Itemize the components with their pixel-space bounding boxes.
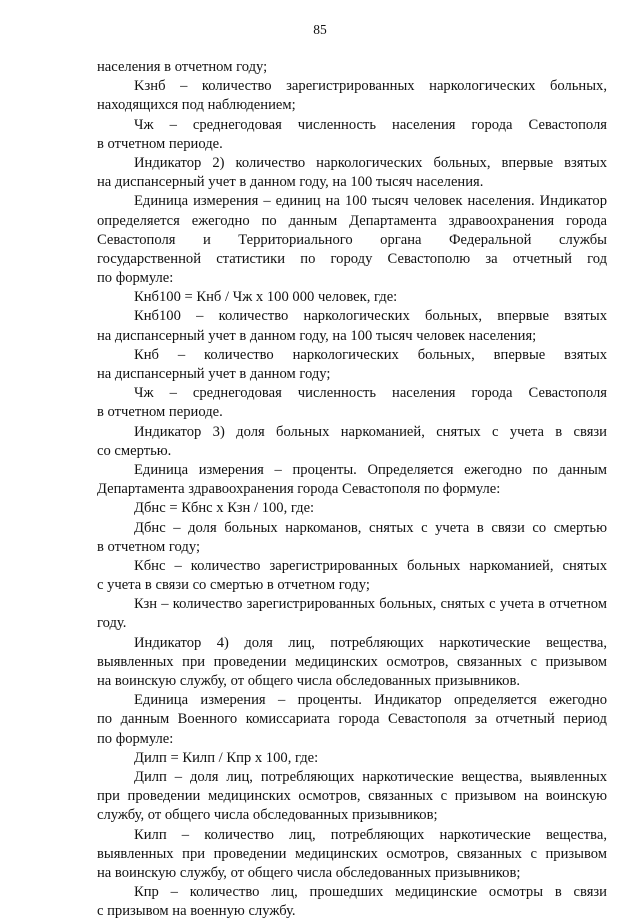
text-line: Кбнс – количество зарегистрированных больных наркоманией, снятых: [134, 557, 607, 574]
text-line: Кнб100 – количество наркологических больных, впервые взятых: [134, 308, 607, 325]
text-line: государственной статистики по городу Севастополю за отчетный год: [97, 250, 607, 267]
text-line: по формуле:: [97, 270, 174, 287]
text-line: Кзн – количество зарегистрированных больных, снятых с учета в отчетном: [134, 596, 607, 613]
text-line: Индикатор 4) доля лиц, потребляющих наркотические вещества,: [134, 634, 607, 651]
text-line: находящихся под наблюдением;: [97, 97, 296, 114]
text-line: при проведении медицинских осмотров, связанных с призывом на воинскую: [97, 788, 607, 805]
document-body: [97, 58, 607, 921]
text-line: населения в отчетном году;: [97, 59, 268, 75]
text-line: с призывом на военную службу.: [97, 903, 296, 920]
text-line: выявленных при проведении медицинских осмотров, связанных с призывом: [97, 653, 607, 670]
text-line: в отчетном периоде.: [97, 135, 223, 152]
text-line: в отчетном году;: [97, 538, 201, 555]
text-line: Департамента здравоохранения города Севастополя по формуле:: [97, 481, 501, 498]
text-line: выявленных при проведении медицинских осмотров, связанных с призывом: [97, 845, 607, 862]
text-line: году.: [97, 615, 127, 632]
text-line: Кнб – количество наркологических больных, впервые взятых: [134, 346, 607, 363]
text-line: на диспансерный учет в данном году;: [97, 366, 331, 382]
text-line: Дбнс – доля больных наркоманов, снятых с учета в связи со смертью: [134, 519, 607, 536]
text-line: Единица измерения – проценты. Определяется ежегодно по данным: [134, 461, 607, 478]
text-line: Кпр – количество лиц, прошедших медицинские осмотры в связи: [134, 884, 607, 901]
text-line: Кнб100 = Кнб / Чж х 100 000 человек, где:: [134, 289, 398, 306]
text-line: Единица измерения – проценты. Индикатор определяется ежегодно: [134, 692, 607, 709]
text-line: Индикатор 3) доля больных наркоманией, снятых с учета в связи: [134, 423, 607, 440]
text-line: на диспансерный учет в данном году, на 100 тысяч населения.: [97, 174, 484, 191]
text-line: Дилп = Килп / Кпр х 100, где:: [134, 749, 319, 766]
text-line: на воинскую службу, от общего числа обследованных призывников;: [97, 864, 521, 881]
text-line: службу, от общего числа обследованных призывников;: [97, 807, 438, 824]
text-line: определяется ежегодно по данным Департамента здравоохранения города: [97, 212, 607, 229]
text-line: Чж – среднегодовая численность населения города Севастополя: [134, 385, 607, 402]
text-line: Килп – количество лиц, потребляющих наркотические вещества,: [134, 826, 607, 843]
text-line: Дилп – доля лиц, потребляющих наркотические вещества, выявленных: [134, 768, 607, 785]
text-line: Дбнс = Кбнс х Кзн / 100, где:: [134, 500, 315, 517]
text-line: на диспансерный учет в данном году, на 100 тысяч человек населения;: [97, 327, 537, 344]
text-line: по данным Военного комиссариата города Севастополя за отчетный период: [97, 711, 607, 728]
text-line: в отчетном периоде.: [97, 404, 223, 421]
text-line: Единица измерения – единиц на 100 тысяч человек населения. Индикатор: [134, 193, 607, 210]
text-line: Kзнб – количество зарегистрированных наркологических больных,: [134, 78, 607, 95]
text-line: на воинскую службу, от общего числа обследованных призывников.: [97, 673, 520, 689]
text-line: по формуле:: [97, 730, 174, 747]
text-line: со смертью.: [97, 442, 172, 459]
text-line: Севастополя и Территориального органа Федеральной службы: [97, 231, 607, 248]
page-number: 85: [313, 22, 327, 37]
text-line: с учета в связи со смертью в отчетном году;: [97, 577, 370, 594]
text-line: Индикатор 2) количество наркологических больных, впервые взятых: [134, 154, 607, 171]
text-line: Чж – среднегодовая численность населения города Севастополя: [134, 116, 607, 133]
